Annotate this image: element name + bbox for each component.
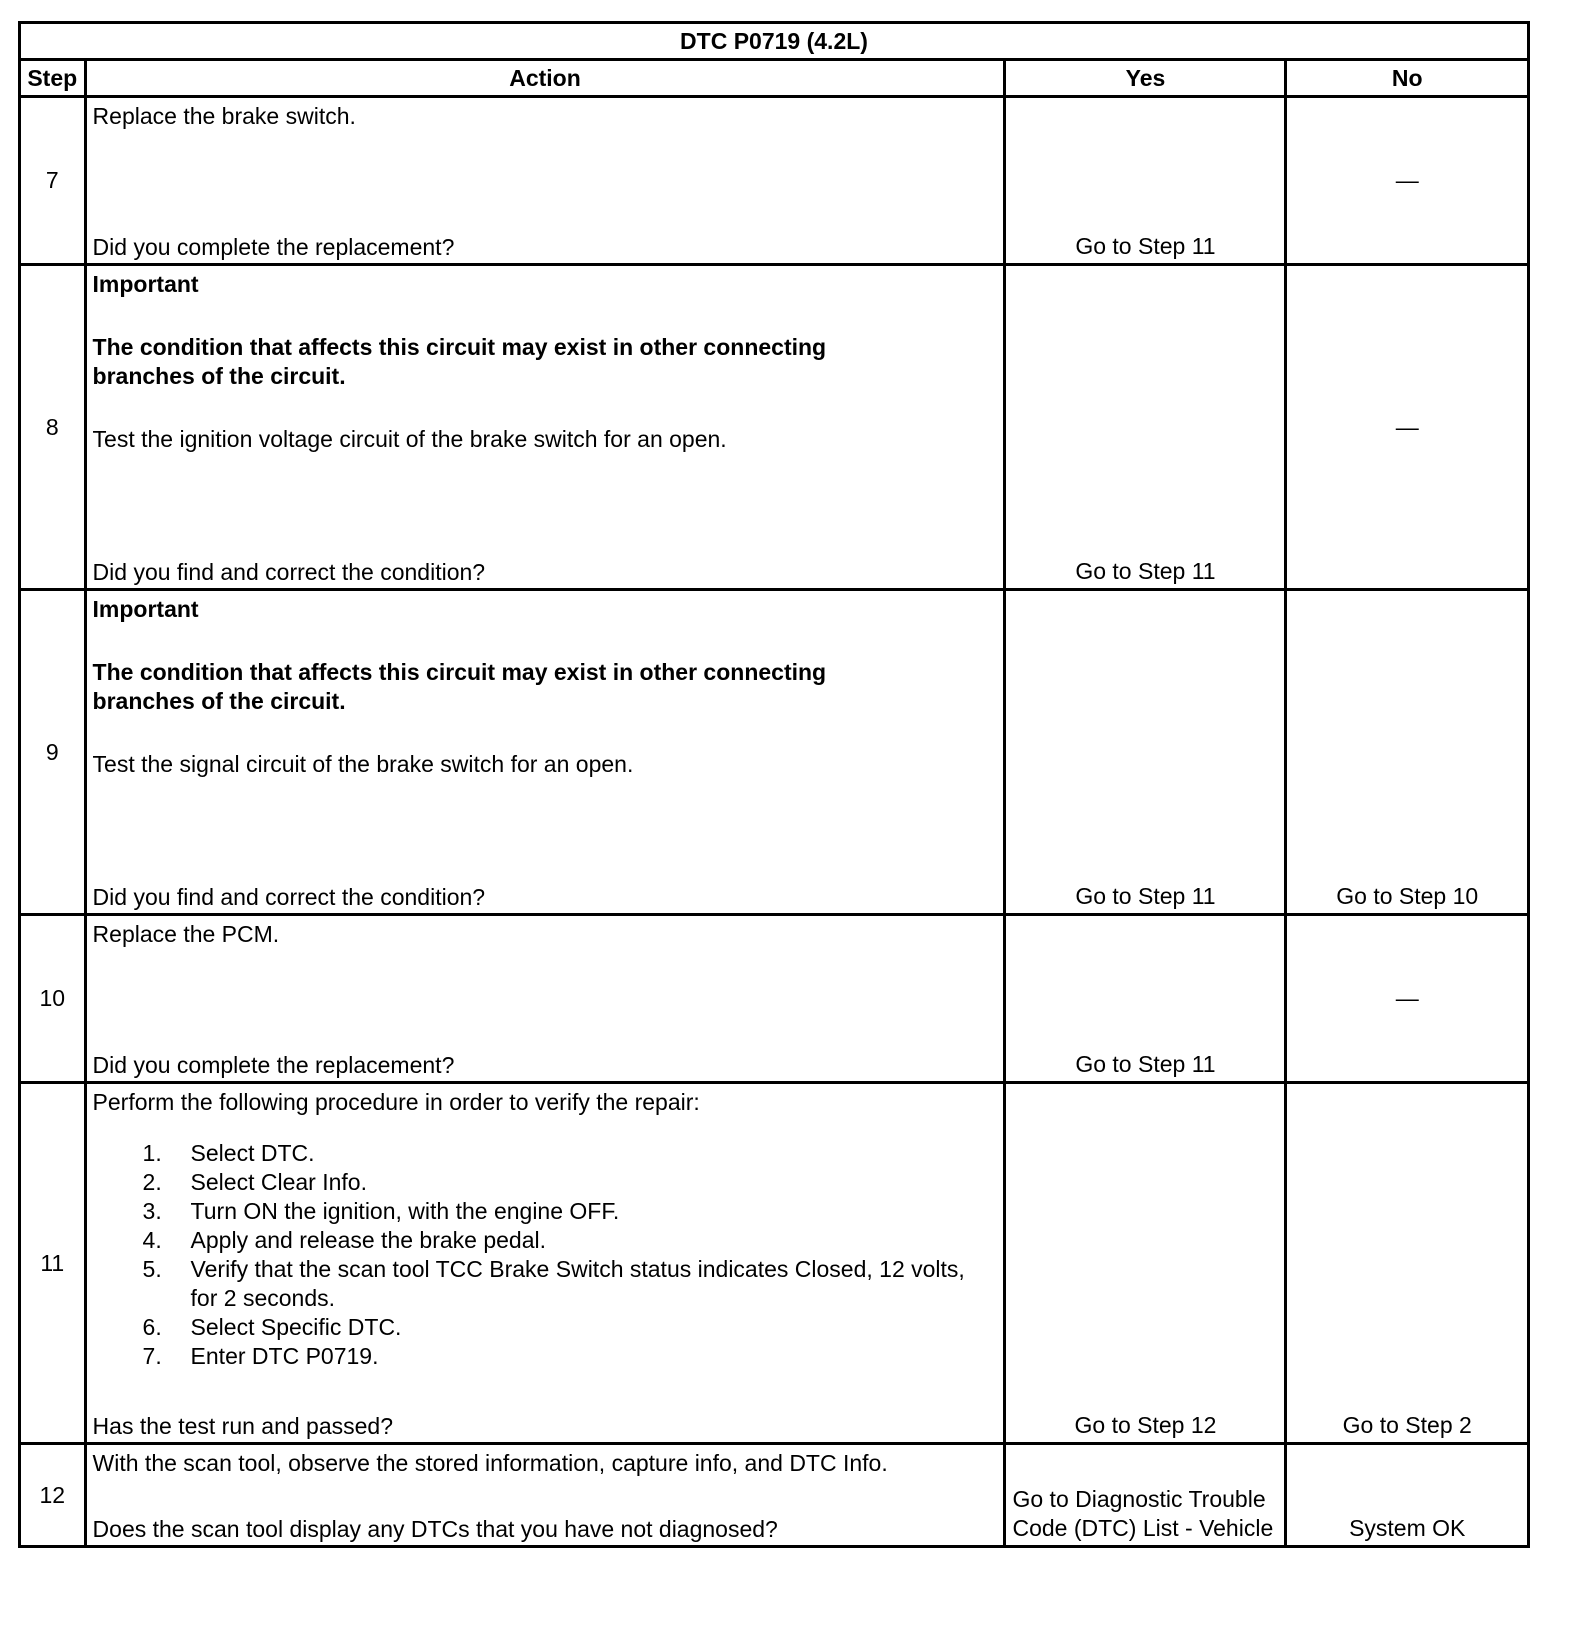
yes-result: Go to Diagnostic Trouble Code (DTC) List - Vehicle (1005, 1444, 1286, 1547)
header-action: Action (85, 60, 1005, 97)
list-item: 2. Select Clear Info. (142, 1169, 367, 1195)
step-number: 10 (20, 915, 86, 1083)
important-label: Important (92, 596, 199, 622)
list-item: 4. Apply and release the brake pedal. (142, 1227, 547, 1253)
no-result: System OK (1349, 1515, 1466, 1541)
header-no: No (1286, 60, 1529, 97)
no-result: — (1286, 915, 1529, 1083)
action-cell (85, 915, 1005, 1083)
step-number: 11 (20, 1083, 86, 1444)
yes-result: Go to Step 12 (1074, 1412, 1217, 1438)
action-question: Did you complete the replacement? (92, 1052, 455, 1078)
action-text: Replace the brake switch. (92, 103, 356, 129)
step-number: 8 (20, 265, 86, 590)
header-yes: Yes (1005, 60, 1286, 97)
list-item: 5. Verify that the scan tool TCC Brake Switch status indicates Closed, 12 volts, for 2 seconds. (142, 1256, 965, 1311)
yes-result: Go to Step 11 (1075, 233, 1216, 259)
table-row (20, 590, 1529, 915)
action-cell (85, 97, 1005, 265)
step-number: 7 (20, 97, 86, 265)
no-result: — (1286, 97, 1529, 265)
table-row (20, 265, 1529, 590)
list-item: 6. Select Specific DTC. (142, 1314, 402, 1340)
yes-result: Go to Step 11 (1075, 558, 1216, 584)
action-cell (85, 1444, 1005, 1547)
important-text: The condition that affects this circuit may exist in other connecting branches of the circuit. (92, 659, 827, 714)
table-title: DTC P0719 (4.2L) (20, 23, 1529, 60)
action-question: Has the test run and passed? (92, 1413, 394, 1439)
no-cell (1286, 1083, 1529, 1444)
action-cell (85, 1083, 1005, 1444)
list-item: 7. Enter DTC P0719. (142, 1343, 379, 1369)
no-cell (1286, 590, 1529, 915)
action-text: Perform the following procedure in order to verify the repair: (92, 1089, 700, 1115)
action-cell (85, 590, 1005, 915)
important-label: Important (92, 271, 199, 297)
action-question: Did you find and correct the condition? (92, 559, 486, 585)
table-row (20, 915, 1529, 1083)
yes-cell (1005, 915, 1286, 1083)
no-result: Go to Step 10 (1336, 883, 1479, 909)
table-row (20, 97, 1529, 265)
action-text: Test the signal circuit of the brake switch for an open. (92, 751, 634, 777)
list-item: 1. Select DTC. (142, 1140, 315, 1166)
action-cell (85, 265, 1005, 590)
action-text: Test the ignition voltage circuit of the brake switch for an open. (92, 426, 727, 452)
no-result: Go to Step 2 (1342, 1412, 1472, 1438)
action-question: Did you complete the replacement? (92, 234, 455, 260)
no-cell (1286, 1444, 1529, 1547)
action-question: Did you find and correct the condition? (92, 884, 486, 910)
action-question: Does the scan tool display any DTCs that you have not diagnosed? (92, 1516, 778, 1542)
yes-cell (1005, 97, 1286, 265)
yes-result: Go to Step 11 (1075, 1051, 1216, 1077)
procedure-list (93, 1139, 998, 1371)
yes-cell (1005, 265, 1286, 590)
table-row (20, 1444, 1529, 1547)
no-result: — (1286, 265, 1529, 590)
important-text: The condition that affects this circuit may exist in other connecting branches of the circuit. (92, 334, 827, 389)
yes-cell (1005, 590, 1286, 915)
list-item: 3. Turn ON the ignition, with the engine OFF. (142, 1198, 620, 1224)
table-row (20, 1083, 1529, 1444)
action-text: With the scan tool, observe the stored information, capture info, and DTC Info. (92, 1450, 888, 1476)
yes-result: Go to Step 11 (1075, 883, 1216, 909)
yes-cell (1005, 1083, 1286, 1444)
header-step: Step (20, 60, 86, 97)
step-number: 12 (20, 1444, 86, 1547)
action-text: Replace the PCM. (92, 921, 280, 947)
step-number: 9 (20, 590, 86, 915)
dtc-table (18, 21, 1530, 1548)
